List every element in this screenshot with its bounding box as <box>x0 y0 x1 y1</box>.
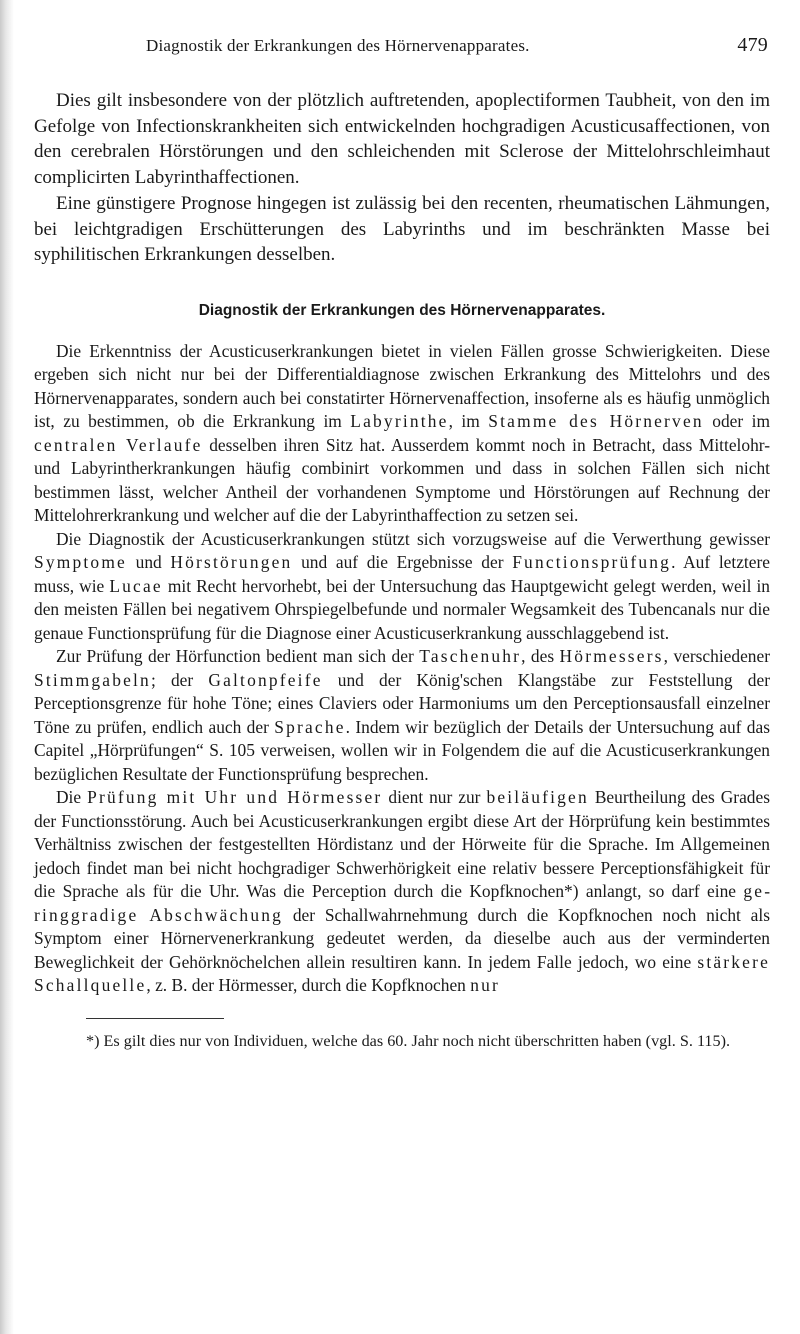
text-run: der Schallwahrnehmung durch die Kopfknochen noch nicht als Symptom einer Hörnervenerkrankung gedeutet werden, da dieselbe auch aus der verminderten Beweglichkeit der Gehörknöchelchen allein resultiren kann. In jedem Falle jedoch, wo eine <box>34 904 771 972</box>
text-run: , verschiedener <box>663 646 770 667</box>
spaced-term: Hörstörungen <box>170 552 293 573</box>
spaced-term: Prüfung mit Uhr und Hörmesser <box>87 787 383 808</box>
spaced-term: Lucae <box>109 575 163 596</box>
text-run: dient nur zur <box>382 787 487 808</box>
text-run: und auf die Ergebnisse der <box>292 552 513 573</box>
spaced-term: Functionsprüfung <box>512 552 672 573</box>
text-run: Die <box>56 787 88 808</box>
text-run: desselben ihren Sitz hat. Ausserdem kommt noch in Betracht, dass Mittelohr- und Labyrintherkrankungen häufig combinirt vorkommen und dass in solchen Fällen sich nicht bestimmen lässt, welcher Antheil der vorhandenen Symptome und Hörstörungen auf Rechnung der Mittelohrerkrankung und welcher auf die der Labyrinthaffection zu setzen sei. <box>34 434 770 526</box>
text-run: und der König'schen Klangstäbe zur Feststellung der Perceptionsgrenze für hohe Töne; eines Claviers oder Harmoniums um den Perceptionsausfall einzelner Töne zu prüfen, endlich auch der <box>34 669 770 737</box>
text-run: und <box>126 552 171 573</box>
paragraph-diagnostics-3 <box>34 645 770 786</box>
spaced-term: Sprache <box>274 716 346 737</box>
paragraph-diagnostics-2 <box>34 528 770 646</box>
spaced-term: centralen Verlaufe <box>34 434 203 455</box>
book-page <box>34 36 770 1052</box>
section-heading: Diagnostik der Erkrankungen des Hörnervenapparates. <box>198 301 606 319</box>
text-run: , z. B. der Hörmesser, durch die Kopfknochen <box>146 975 471 996</box>
prognosis-section <box>34 88 770 268</box>
text-run: . Auf letztere muss, wie <box>34 552 770 596</box>
text-run: oder im <box>703 411 770 432</box>
spaced-term: nur <box>470 975 501 996</box>
text-run: Die Diagnostik der Acusticuserkrankungen stützt sich vorzugsweise auf die Verwerthung gewisser <box>56 528 770 549</box>
spaced-term: Stamme des Hörnerven <box>488 411 704 432</box>
footnote: *) Es gilt dies nur von Individuen, welche das 60. Jahr noch nicht überschritten haben (vgl. S. 115). <box>86 1031 731 1050</box>
text-run: , des <box>521 646 560 667</box>
paragraph-prognosis-2: Eine günstigere Prognose hingegen ist zulässig bei den recenten, rheumatischen Lähmungen, bei leichtgradigen Erschütterungen des Labyrinths und im beschränkten Masse bei syphilitischen Erkrankungen desselben. <box>34 192 770 266</box>
spaced-term: Labyrinthe <box>350 411 449 432</box>
text-run: . Indem wir bezüglich der Details der Untersuchung auf das Capitel „Hörprüfungen“ S. 105 verweisen, wollen wir in Folgendem die auf die Acusticuserkrankungen bezüglichen Resultate der Functionsprüfung besprechen. <box>34 716 770 784</box>
paragraph-diagnostics-1 <box>34 340 770 528</box>
paragraph-prognosis-1: Dies gilt insbesondere von der plötzlich auftretenden, apoplectiformen Taubheit, von den im Gefolge von Infectionskrankheiten sich entwickelnden hochgradigen Acusticusaffectionen, von den cerebralen Hörstörungen und den schleichenden mit Sclerose der Mittelohrschleimhaut complicirten Labyrinthaffectionen. <box>34 90 770 189</box>
text-run: ; der <box>150 669 209 690</box>
text-run: Zur Prüfung der Hörfunction bedient man sich der <box>56 646 420 667</box>
spaced-term: Hörmessers <box>559 646 664 667</box>
spaced-term: stärkere Schallquelle <box>34 951 770 996</box>
text-run: mit Recht hervorhebt, bei der Untersuchung das Hauptgewicht gelegt werden, weil in den meisten Fällen bei negativem Ohrspiegelbefunde und normaler Wegsamkeit des Tubencanals nur die genaue Functionsprüfung für die Diagnose einer Acusticuserkrankung ausschlaggebend ist. <box>34 575 770 643</box>
spaced-term: geringgradige Abschwächung <box>34 881 770 925</box>
spaced-term: Taschenuhr <box>419 646 522 667</box>
text-run: Die Erkenntniss der Acusticuserkrankungen bietet in vielen Fällen grosse Schwierigkeiten. Diese ergeben sich nicht nur bei der Differentialdiagnose zwischen Erkrankung des Mittelohrs und des Hörnervenapparates, sondern auch bei constatirter Hörnervenaffection, insoferne als es häufig unmöglich ist, zu bestimmen, ob die Erkrankung im <box>34 340 770 432</box>
page-gutter-shadow <box>0 0 14 1334</box>
paragraph-diagnostics-4 <box>34 786 770 998</box>
text-run: Beurtheilung des Grades der Functionsstörung. Auch bei Acusticuserkrankungen ergibt diese Art der Hörprüfung kein bestimmtes Verhältniss zwischen der festgestellten Hördistanz und der Hörweite für die Sprache. Im Allgemeinen jedoch findet man bei nicht hochgradiger Schwerhörigkeit eine relativ bessere Perceptionsfähigkeit für die Sprache als für die Uhr. Was die Perception durch die Kopfknochen*) anlangt, so darf eine <box>34 787 770 902</box>
running-title: Diagnostik der Erkrankungen des Hörnervenapparates. <box>146 36 530 55</box>
footnote-rule <box>86 1018 224 1019</box>
spaced-term: Stimmgabeln <box>34 669 151 690</box>
text-run: , im <box>448 411 489 432</box>
page-header <box>34 36 770 66</box>
page-number: 479 <box>737 34 768 56</box>
diagnostics-section <box>34 340 770 998</box>
spaced-term: Symptome <box>34 552 127 573</box>
spaced-term: Galtonpfeife <box>208 669 323 690</box>
spaced-term: beiläufigen <box>486 787 589 808</box>
